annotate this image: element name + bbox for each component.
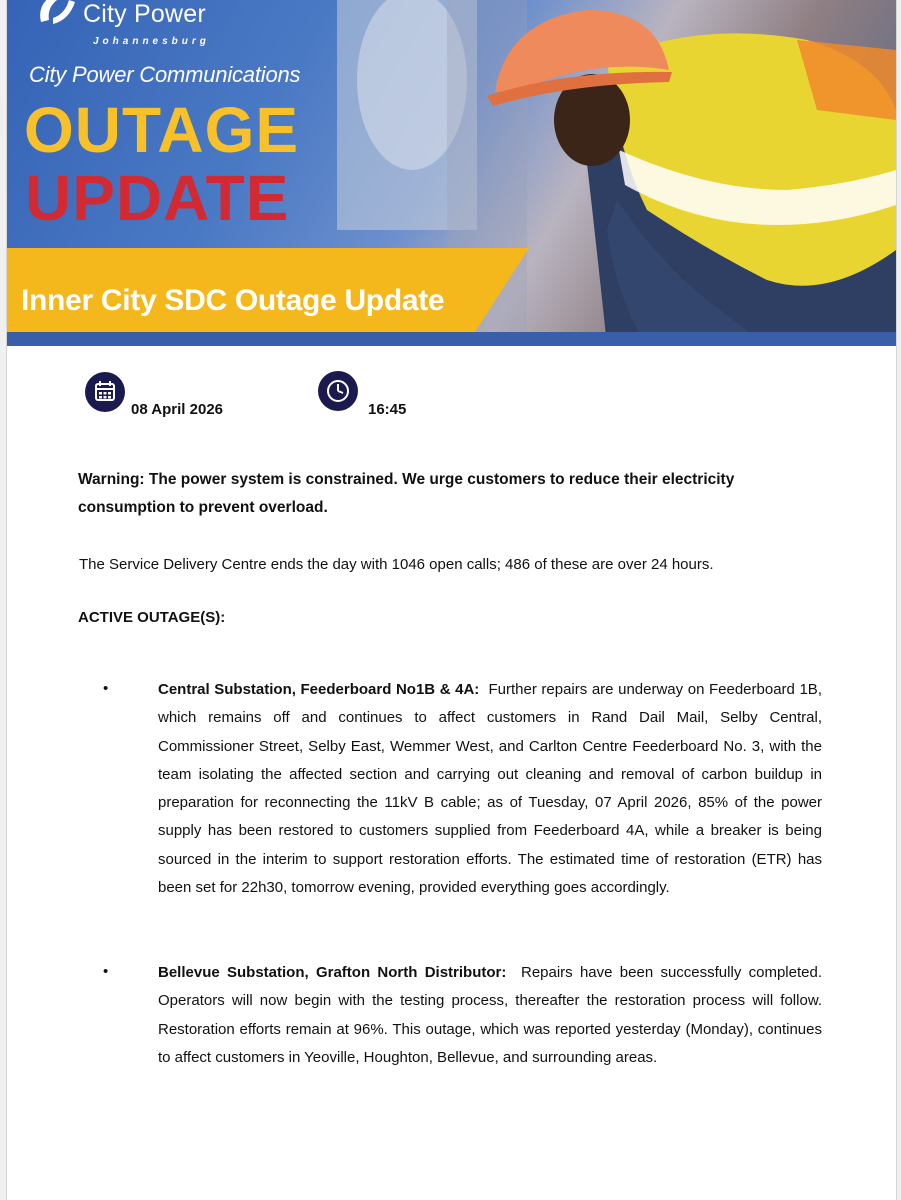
outage-update-page	[6, 0, 897, 1200]
outage-location: Bellevue Substation, Grafton North Distributor:	[158, 964, 507, 981]
open-calls-summary: The Service Delivery Centre ends the day with 1046 open calls; 486 of these are over 24 hours.	[79, 556, 714, 573]
bullet-marker: •	[103, 680, 109, 697]
bullet-marker: •	[103, 963, 109, 980]
outage-date: 08 April 2026	[131, 401, 223, 418]
outage-item	[158, 676, 822, 902]
outage-location: Central Substation, Feederboard No1B & 4A:	[158, 681, 480, 698]
headline-update: UPDATE	[25, 162, 290, 234]
clock-icon	[318, 371, 358, 411]
header-banner	[7, 0, 896, 346]
outage-details: Repairs have been successfully completed. Operators will now begin with the testing process, thereafter the restoration process will follow. Restoration efforts remain at 96%. This outage, which was reported yesterday (Monday), continues to affect customers in Yeoville, Houghton, Bellevue, and surrounding areas.	[158, 964, 822, 1066]
outage-time: 16:45	[368, 401, 407, 418]
brand-city: Johannesburg	[93, 36, 210, 47]
outage-item	[158, 959, 822, 1072]
warning-notice: Warning: The power system is constrained. We urge customers to reduce their electricity consumption to prevent overload.	[78, 471, 735, 516]
city-power-logo-icon	[35, 0, 85, 26]
outage-details: Further repairs are underway on Feederboard 1B, which remains off and continues to affect customers in Rand Dail Mail, Selby Central, Commissioner Street, Selby East, Wemmer West, and Carlton Centre Feederboard No. 3, with the team isolating the affected section and carrying out cleaning and removal of carbon buildup in preparation for reconnecting the 11kV B cable; as of Tuesday, 07 April 2026, 85% of the power supply has been restored to customers supplied from Feederboard 4A, while a breaker is being sourced in the interim to support restoration efforts. The estimated time of restoration (ETR) has been set for 22h30, tomorrow evening, provided everything goes accordingly.	[158, 681, 822, 897]
calendar-icon	[85, 372, 125, 412]
banner-title: Inner City SDC Outage Update	[21, 284, 445, 317]
active-outages-heading: ACTIVE OUTAGE(S):	[78, 609, 226, 626]
brand-name: City Power	[83, 0, 206, 28]
headline-outage: OUTAGE	[24, 94, 300, 166]
communications-label: City Power Communications	[29, 62, 301, 87]
